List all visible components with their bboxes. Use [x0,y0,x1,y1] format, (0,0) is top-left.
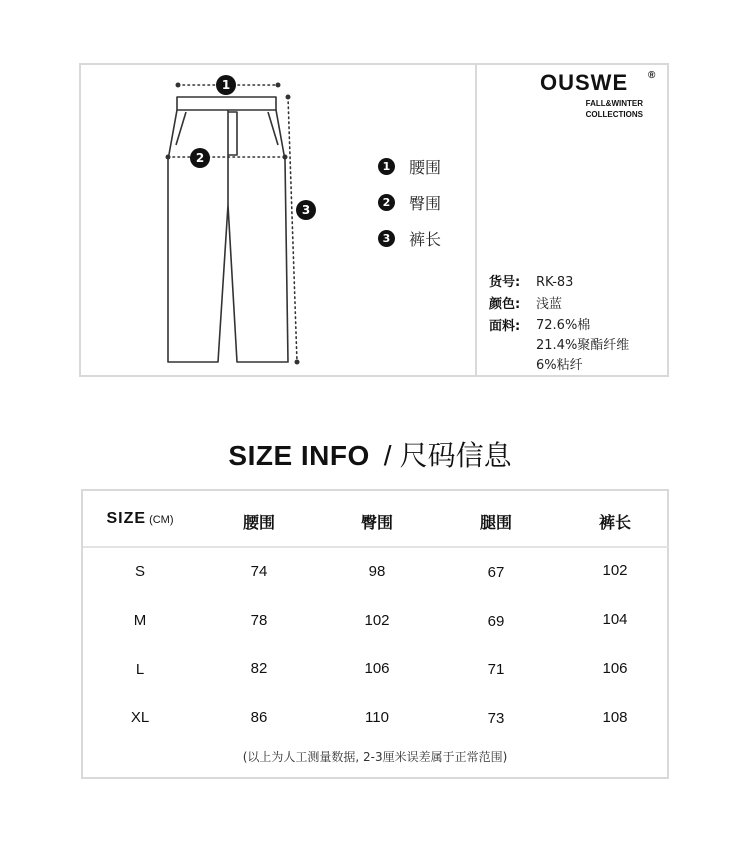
brand-tagline-line1: FALL&WINTER [585,99,643,108]
fabric-line: 72.6%棉 [536,318,591,333]
value-cell: 74 [250,563,268,580]
value-cell: 108 [602,709,628,726]
value-cell: 98 [368,563,386,580]
value-cell: 102 [602,562,628,579]
column-header-hip: 臀围 [360,513,394,532]
measurement-legend [378,148,441,256]
spec-value: 浅蓝 [536,297,563,312]
size-cell: M [133,612,147,629]
spec-item-number [489,272,629,294]
legend-label: 臀围 [409,193,442,213]
legend-number: 1 [378,158,395,175]
brand-tagline-line2: COLLECTIONS [585,110,643,119]
heading-separator: / [383,440,392,471]
registered-mark: ® [648,70,657,81]
value-cell: 110 [365,709,389,726]
spec-key: 面料: [489,319,521,334]
value-cell: 104 [602,611,628,628]
legend-item-hip [378,184,441,220]
fabric-line: 21.4%聚酯纤维 [536,338,630,353]
fabric-line: 6%粘纤 [536,358,583,373]
legend-label: 裤长 [409,229,442,249]
value-cell: 78 [250,612,268,629]
heading-english: SIZE INFO [228,440,370,471]
column-header-length: 裤长 [598,513,632,532]
pants-diagram [150,70,330,370]
legend-number: 2 [378,194,395,211]
heading-chinese: 尺码信息 [399,439,512,472]
value-cell: 73 [487,710,505,727]
product-specs [489,272,629,376]
spec-value [536,316,629,376]
brand-name-text: OUSWE [540,70,629,95]
value-cell: 69 [487,613,505,630]
legend-number: 3 [378,230,395,247]
marker-3: 3 [296,200,316,220]
value-cell: 102 [364,612,390,629]
brand-logo [540,70,660,120]
size-header-text: SIZE [106,510,147,527]
value-cell: 67 [487,564,505,581]
spec-value: RK-83 [536,275,574,290]
spec-color [489,294,629,316]
legend-item-waist [378,148,441,184]
size-unit: (CM) [149,514,174,526]
column-header-waist: 腰围 [242,513,276,532]
table-header-divider [83,546,668,548]
measurement-note: (以上为人工测量数据, 2-3厘米误差属于正常范围) [242,750,508,764]
legend-label: 腰围 [409,157,442,177]
value-cell: 106 [364,660,390,677]
marker-2: 2 [190,148,210,168]
legend-item-length [378,220,441,256]
size-cell: XL [130,709,150,726]
spec-fabric [489,316,629,376]
value-cell: 86 [250,709,268,726]
size-cell: S [134,563,146,580]
brand-tagline [540,98,643,120]
spec-key: 货号: [489,275,521,290]
spec-key: 颜色: [489,297,521,312]
value-cell: 82 [250,660,268,677]
size-info-heading [0,434,740,474]
column-header-thigh: 腿围 [479,513,513,532]
card-divider [475,63,477,377]
column-header-size [107,510,174,528]
value-cell: 106 [602,660,628,677]
marker-1: 1 [216,75,236,95]
brand-name [540,70,660,96]
size-cell: L [135,661,145,678]
value-cell: 71 [487,661,505,678]
